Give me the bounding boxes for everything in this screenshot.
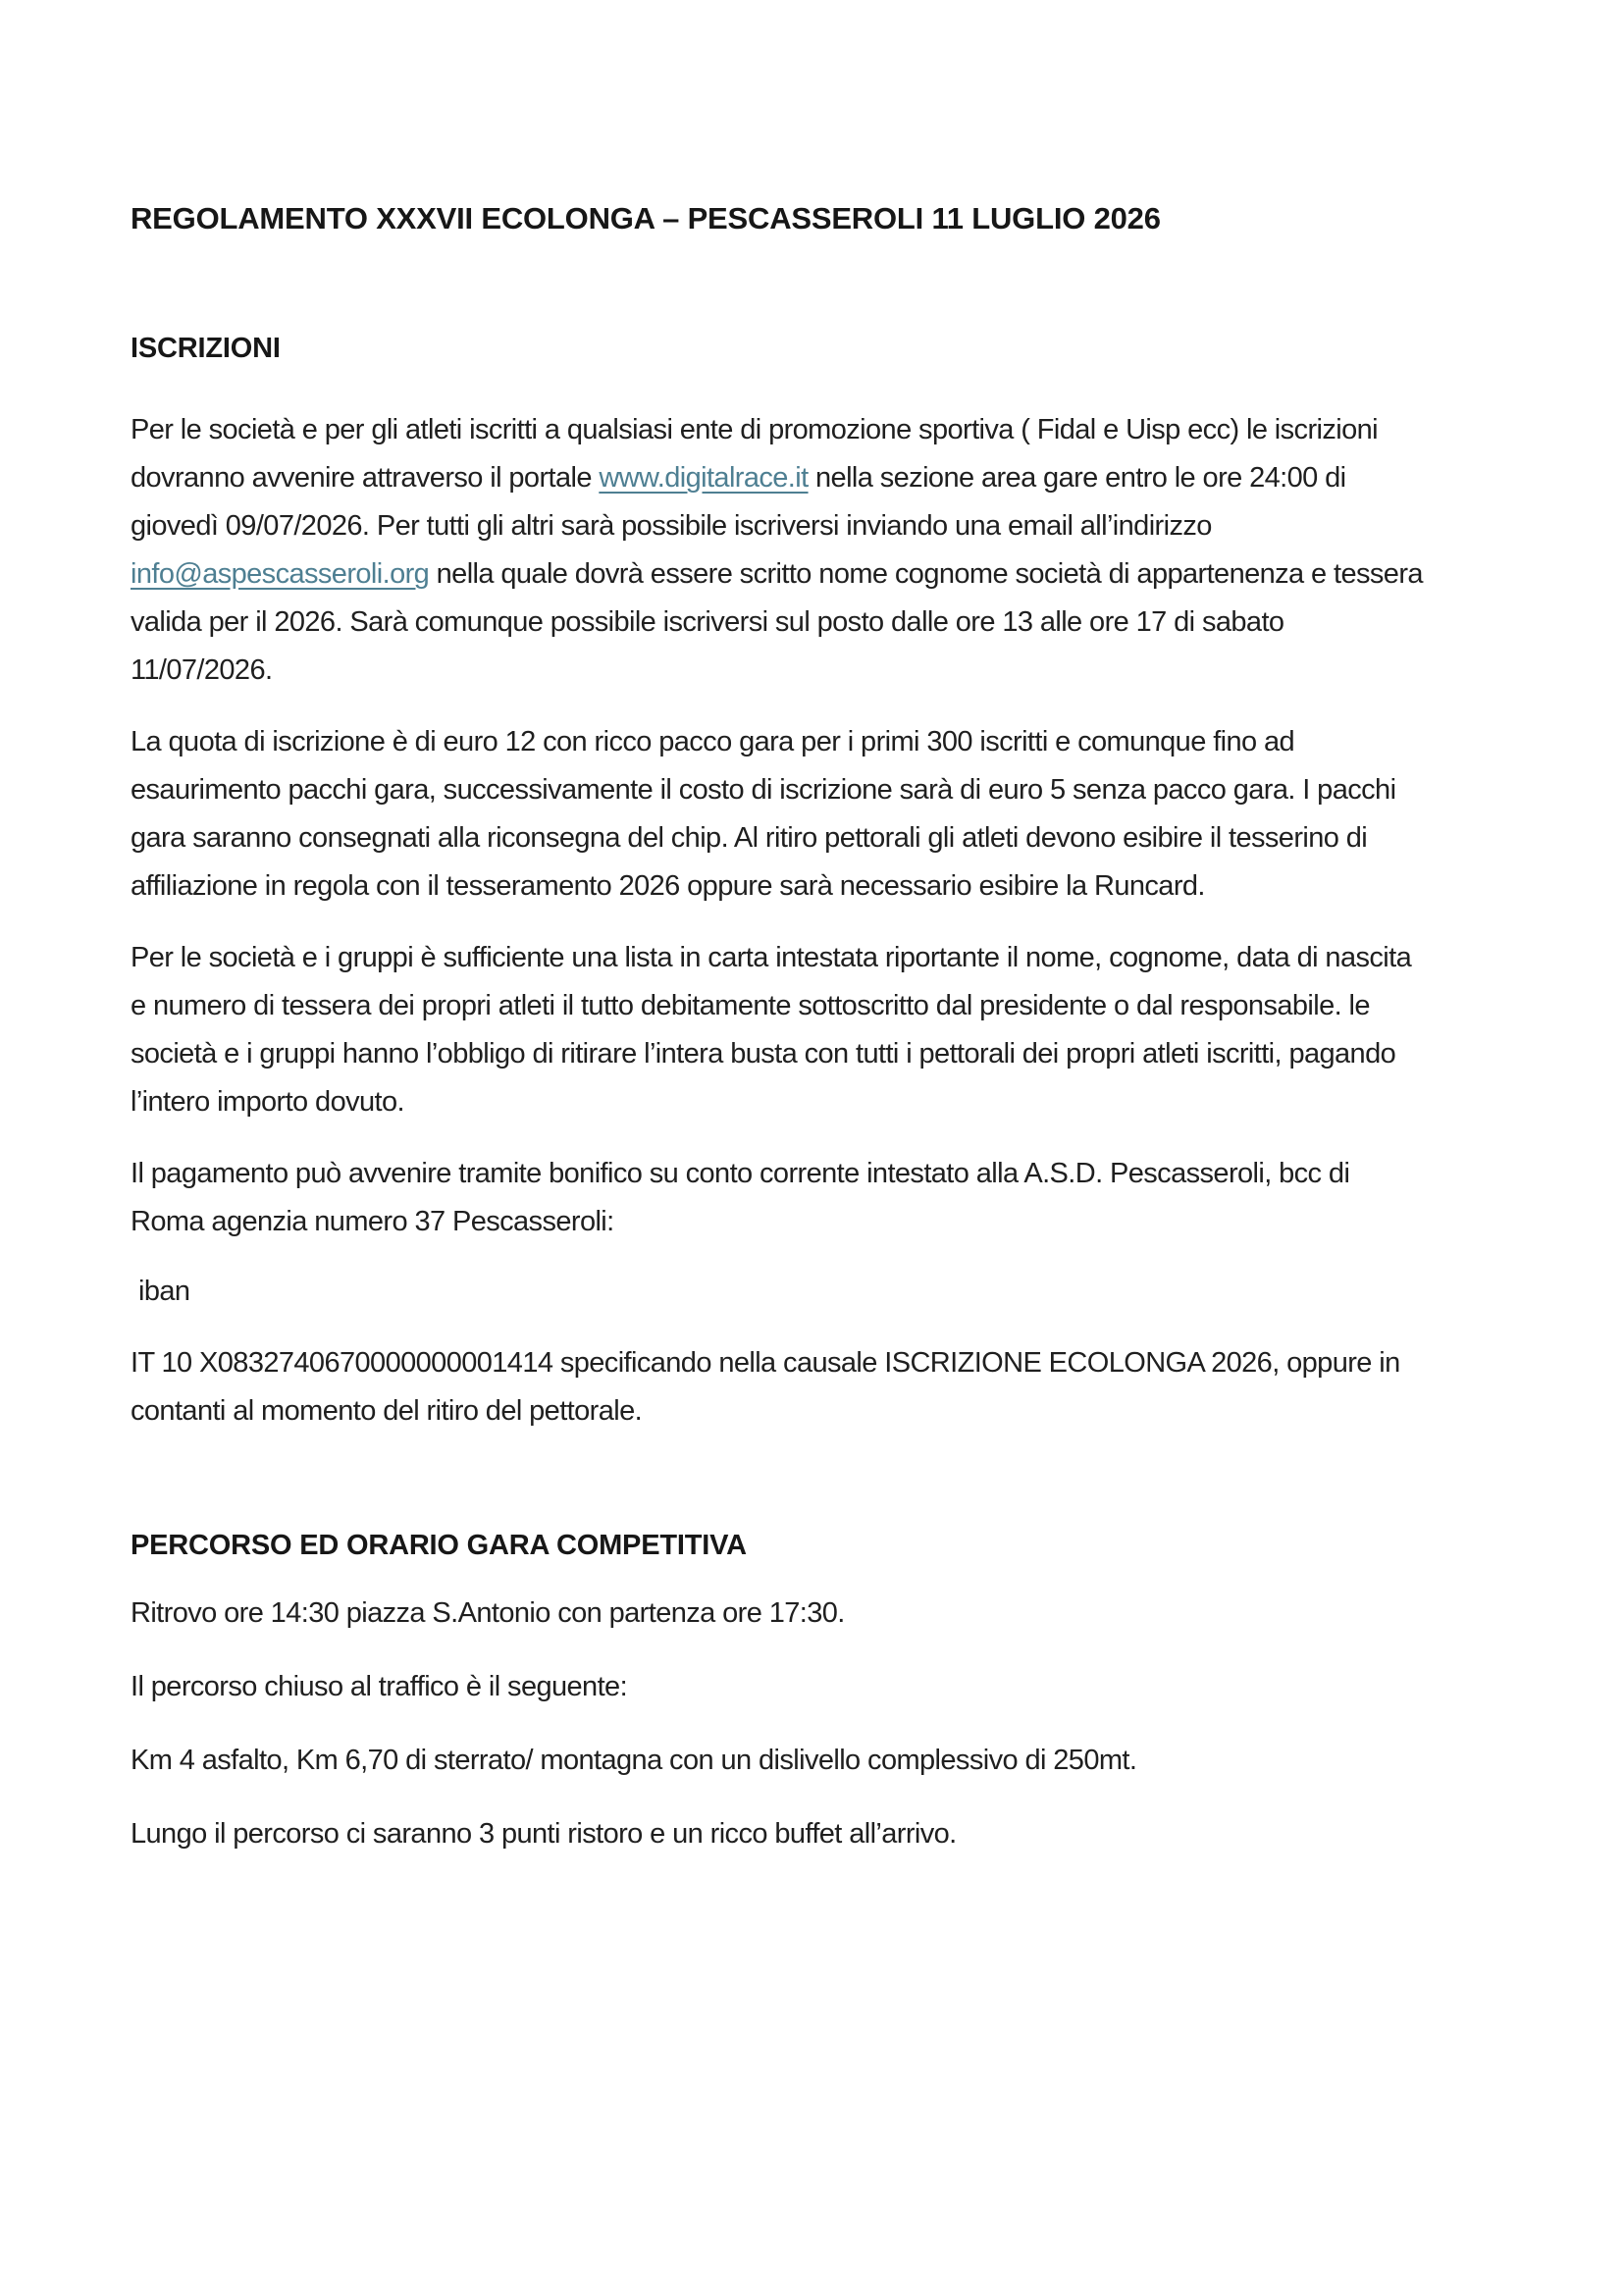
paragraph-route-intro: Il percorso chiuso al traffico è il seguente: <box>131 1671 628 1702</box>
paragraph-fee-info: La quota di iscrizione è di euro 12 con ricco pacco gara per i primi 300 iscritti e comunque fino ad esaurimento pacchi gara, successivamente il costo di iscrizione sarà di euro 5 senza pacco gara. I pacchi gara saranno consegnati alla riconsegna del chip. Al ritiro pettorali gli atleti devono esibire il tesserino di affiliazione in regola con il tesseramento 2026 oppure sarà necessario esibire la Runcard. <box>131 726 1396 902</box>
paragraph-meeting-time: Ritrovo ore 14:30 piazza S.Antonio con partenza ore 17:30. <box>131 1597 845 1629</box>
document-title: REGOLAMENTO XXXVII ECOLONGA – PESCASSEROLI 11 LUGLIO 2026 <box>131 201 1161 235</box>
link-digitalrace[interactable]: www.digitalrace.it <box>599 462 809 494</box>
paragraph-text: nella sezione area gare entro le ore 24:00 di giovedì 09/07/2026. Per tutti gli altri sarà possibile iscriversi inviando una email all’indirizzo <box>131 462 1346 542</box>
paragraph-iban: IT 10 X0832740670000000001414 specificando nella causale ISCRIZIONE ECOLONGA 2026, oppure in contanti al momento del ritiro del pettorale. <box>131 1347 1400 1427</box>
iban-label: iban <box>138 1276 190 1307</box>
section-heading-iscrizioni: ISCRIZIONI <box>131 333 281 364</box>
paragraph-registration-info <box>131 406 1428 695</box>
section-heading-percorso: PERCORSO ED ORARIO GARA COMPETITIVA <box>131 1530 747 1561</box>
paragraph-text: nella quale dovrà essere scritto nome cognome società di appartenenza e tessera valida per il 2026. Sarà comunque possibile iscriversi sul posto dalle ore 13 alle ore 17 di sabato 11/07/2026. <box>131 558 1423 686</box>
paragraph-payment-info: Il pagamento può avvenire tramite bonifico su conto corrente intestato alla A.S.D. Pescasseroli, bcc di Roma agenzia numero 37 Pescasseroli: <box>131 1158 1350 1237</box>
paragraph-route-details: Km 4 asfalto, Km 6,70 di sterrato/ montagna con un dislivello complessivo di 250mt. <box>131 1745 1137 1776</box>
paragraph-clubs-groups: Per le società e i gruppi è sufficiente una lista in carta intestata riportante il nome, cognome, data di nascita e numero di tessera dei propri atleti il tutto debitamente sottoscritto dal presidente o dal responsabile. le società e i gruppi hanno l’obbligo di ritirare l’intera busta con tutti i pettorali dei propri atleti iscritti, pagando l’intero importo dovuto. <box>131 942 1412 1118</box>
paragraph-refreshments: Lungo il percorso ci saranno 3 punti ristoro e un ricco buffet all’arrivo. <box>131 1818 957 1850</box>
paragraph-text: Per le società e per gli atleti iscritti a qualsiasi ente di promozione sportiva ( Fidal e Uisp ecc) le iscrizioni dovranno avvenire attraverso il portale <box>131 414 1378 494</box>
link-email-aspescasseroli[interactable]: info@aspescasseroli.org <box>131 558 430 590</box>
